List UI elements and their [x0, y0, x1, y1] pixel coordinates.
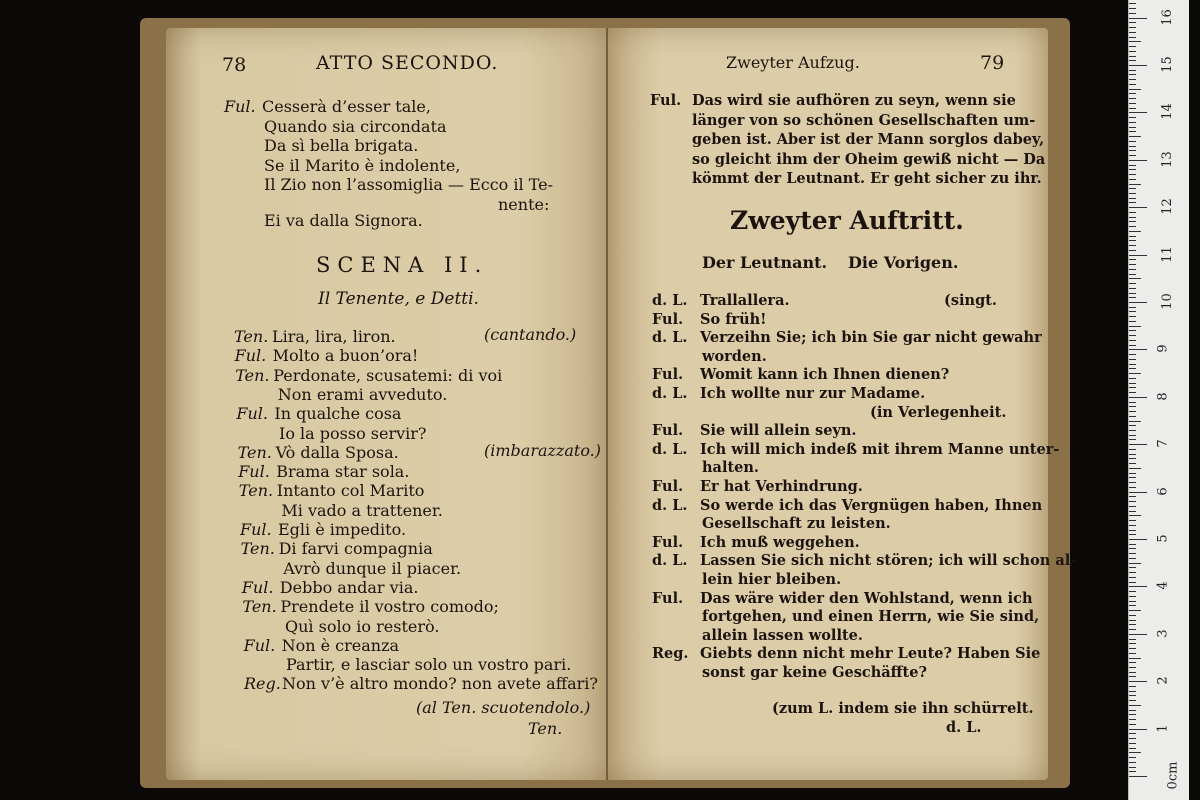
ruler-tick [1129, 482, 1136, 483]
ruler-tick [1129, 60, 1136, 61]
ruler-tick [1129, 719, 1136, 720]
ruler-tick [1129, 435, 1136, 436]
dialogue-line: Vò dalla Sposa. [275, 442, 399, 462]
dialogue-line: Partir, e lasciar solo un vostro pari. [286, 655, 572, 675]
ruler-label: 15 [1159, 56, 1175, 73]
ruler-label: 7 [1155, 439, 1171, 448]
speaker-label: Ten. [242, 597, 277, 617]
ruler-tick [1129, 648, 1136, 649]
dialogue-line: Non è creanza [281, 635, 400, 655]
ruler-tick [1129, 762, 1136, 763]
text-line: Il Zio non l’assomiglia — Ecco il Te- [264, 175, 554, 194]
right-scene-persons-1: Der Leutnant. [702, 253, 828, 272]
speaker-label: Reg. [244, 674, 281, 694]
ruler-tick [1129, 601, 1136, 602]
dialogue-line: Trallallera. [700, 292, 790, 309]
left-closing-direction: (al Ten. scuotendolo.) [416, 698, 591, 717]
speaker-label: Ful. [241, 577, 274, 597]
ruler-tick [1129, 672, 1136, 673]
ruler-tick [1129, 56, 1136, 57]
ruler-tick [1129, 345, 1136, 346]
ruler-tick [1129, 392, 1136, 393]
speaker-label: d. L. [652, 385, 688, 402]
ruler-tick [1129, 127, 1136, 128]
ruler-tick [1129, 41, 1141, 42]
stage-direction: (cantando.) [484, 325, 577, 344]
left-scene-title: SCENA II. [316, 253, 489, 277]
ruler-tick [1129, 658, 1141, 659]
dialogue-line: Di farvi compagnia [278, 539, 433, 559]
speaker-label: d. L. [652, 329, 688, 347]
ruler-tick [1129, 288, 1136, 289]
text-line: Das wird sie aufhören zu seyn, wenn sie [692, 92, 1016, 109]
ruler-tick [1129, 563, 1141, 564]
ruler-tick [1129, 473, 1136, 474]
ruler-tick [1129, 425, 1136, 426]
ruler-tick [1129, 776, 1147, 777]
ruler-label: 5 [1155, 534, 1171, 543]
dialogue-line: Womit kann ich Ihnen dienen? [700, 366, 950, 384]
dialogue-line: Debbo andar via. [279, 577, 419, 597]
ruler-label: 12 [1159, 198, 1175, 215]
ruler-tick [1129, 705, 1141, 706]
ruler-tick [1129, 131, 1136, 132]
ruler-tick [1129, 245, 1136, 246]
ruler-tick [1129, 586, 1147, 587]
dialogue-line: Lira, lira, liron. [272, 327, 396, 346]
ruler-tick [1129, 46, 1136, 47]
ruler-tick [1129, 103, 1136, 104]
ruler-tick [1129, 525, 1136, 526]
ruler-tick [1129, 520, 1136, 521]
ruler-tick [1129, 454, 1136, 455]
speaker-label: Ten. [234, 327, 269, 346]
ruler-tick [1129, 667, 1136, 668]
speaker-label: Ful. [652, 478, 684, 495]
dialogue-line: In qualche cosa [274, 404, 402, 424]
ruler-tick [1129, 269, 1136, 270]
dialogue-line: Brama star sola. [276, 462, 410, 482]
ruler-tick [1129, 316, 1136, 317]
ruler-tick [1129, 373, 1141, 374]
text-line: so gleicht ihm der Oheim gewiß nicht — Da [692, 150, 1046, 168]
text-line: geben ist. Aber ist der Mann sorglos dabey, [692, 131, 1045, 148]
ruler-tick [1129, 368, 1136, 369]
ruler-tick [1129, 302, 1147, 303]
ruler-tick [1129, 444, 1147, 445]
ruler-tick [1129, 402, 1136, 403]
ruler-tick [1129, 32, 1136, 33]
ruler-tick [1129, 615, 1136, 616]
ruler-tick [1129, 681, 1147, 682]
ruler-tick [1129, 383, 1136, 384]
speaker-label: Ful. [236, 404, 268, 424]
dialogue-line: Ich wollte nur zur Madame. [700, 385, 926, 402]
ruler-tick [1129, 169, 1136, 170]
ruler-tick [1129, 506, 1136, 507]
ruler-tick [1129, 662, 1136, 663]
speaker-label: Reg. [652, 645, 689, 663]
dialogue-line: Intanto col Marito [276, 481, 425, 501]
right-closing-direction: (zum L. indem sie ihn schürrelt. [772, 700, 1034, 717]
dialogue-line: Sie will allein seyn. [700, 422, 857, 440]
ruler-tick [1129, 515, 1141, 516]
ruler-tick [1129, 416, 1136, 417]
ruler-tick [1129, 108, 1136, 109]
speaker-label: Ten. [238, 481, 274, 501]
ruler-label: 3 [1155, 629, 1171, 638]
ruler-tick [1129, 13, 1136, 14]
ruler-tick [1129, 165, 1136, 166]
ruler-tick [1129, 511, 1136, 512]
ruler-label: 16 [1159, 8, 1175, 26]
ruler-tick [1129, 624, 1136, 625]
ruler-tick [1129, 202, 1136, 203]
ruler-tick [1129, 236, 1136, 237]
ruler-tick [1129, 98, 1136, 99]
speaker-label: Ful. [652, 310, 684, 328]
ruler-label: 9 [1155, 344, 1171, 354]
ruler-tick [1129, 767, 1136, 768]
ruler-label: 8 [1155, 392, 1171, 401]
dialogue-line: Egli è impedito. [278, 520, 407, 539]
text-line: Quando sia circondata [264, 116, 447, 136]
ruler-tick [1129, 174, 1136, 175]
text-line: kömmt der Leutnant. Er geht sicher zu ihr. [692, 170, 1042, 187]
stage-direction: (singt. [944, 292, 997, 309]
right-catchword: d. L. [946, 719, 982, 736]
ruler-label: 14 [1159, 103, 1175, 121]
dialogue-line: Avrò dunque il piacer. [283, 558, 462, 578]
text-line: Da sì bella brigata. [264, 136, 419, 155]
ruler-tick [1129, 653, 1136, 654]
left-running-head: ATTO SECONDO. [316, 52, 499, 74]
right-page-number: 79 [980, 52, 1005, 74]
dialogue-line: Lassen Sie sich nicht stören; ich will schon al- [700, 552, 1077, 570]
ruler-tick [1129, 217, 1136, 218]
ruler-tick [1129, 439, 1136, 440]
ruler-tick [1129, 278, 1141, 279]
ruler-tick [1129, 3, 1136, 4]
ruler-tick [1129, 326, 1141, 327]
speaker-label: Ful. [224, 97, 256, 116]
ruler-tick [1129, 548, 1136, 549]
dialogue-line: Er hat Verhindrung. [700, 478, 863, 495]
ruler-tick [1129, 293, 1136, 294]
ruler-tick [1129, 729, 1147, 730]
dialogue-line: Prendete il vostro comodo; [280, 597, 499, 617]
speaker-label: Ten. [240, 539, 275, 559]
ruler-tick [1129, 311, 1136, 312]
ruler-tick [1129, 354, 1136, 355]
text-line: nente: [498, 194, 550, 214]
ruler-label: 13 [1159, 151, 1175, 168]
ruler-tick [1129, 335, 1136, 336]
ruler-tick [1129, 74, 1136, 75]
ruler-tick [1129, 155, 1136, 156]
ruler-label: 1 [1155, 723, 1171, 733]
ruler-tick [1129, 340, 1136, 341]
ruler-tick [1129, 700, 1136, 701]
ruler-tick [1129, 676, 1136, 677]
ruler-tick [1129, 695, 1136, 696]
ruler-tick [1129, 724, 1136, 725]
right-running-head: Zweyter Aufzug. [726, 53, 860, 72]
ruler-label: 11 [1159, 245, 1175, 263]
text-line: länger von so schönen Gesellschaften um- [692, 111, 1036, 129]
left-page [166, 28, 606, 780]
dialogue-line: Io la posso servir? [279, 423, 427, 443]
ruler-tick [1129, 240, 1136, 241]
dialogue-line: Giebts denn nicht mehr Leute? Haben Sie [700, 645, 1041, 663]
dialogue-line: fortgehen, und einen Herrn, wie Sie sind, [702, 608, 1040, 626]
ruler-tick [1129, 553, 1136, 554]
ruler-tick [1129, 184, 1141, 185]
ruler-tick [1129, 79, 1136, 80]
ruler-tick [1129, 321, 1136, 322]
text-line: Se il Marito è indolente, [264, 155, 461, 175]
ruler-tick [1129, 283, 1136, 284]
text-line: Cesserà d’esser tale, [262, 97, 431, 116]
ruler-tick [1129, 259, 1136, 260]
dialogue-line: Perdonate, scusatemi: di voi [273, 365, 503, 385]
ruler-tick [1129, 596, 1136, 597]
ruler-tick [1129, 198, 1136, 199]
ruler-tick [1129, 330, 1136, 331]
ruler-tick [1129, 274, 1136, 275]
ruler-tick [1129, 193, 1136, 194]
ruler-tick [1129, 136, 1141, 137]
ruler-tick [1129, 748, 1136, 749]
ruler-tick [1129, 231, 1141, 232]
ruler-tick [1129, 468, 1141, 469]
left-scene-persons: Il Tenente, e Detti. [318, 289, 479, 309]
ruler-tick [1129, 146, 1136, 147]
dialogue-line: Non v’è altro mondo? non avete affari? [282, 674, 598, 694]
ruler-tick [1129, 22, 1136, 23]
right-scene-title: Zweyter Auftritt. [730, 206, 964, 235]
ruler-tick [1129, 738, 1136, 739]
ruler-tick [1129, 582, 1136, 583]
ruler-tick [1129, 70, 1136, 71]
ruler-tick [1129, 226, 1136, 227]
ruler-tick [1129, 544, 1136, 545]
ruler-tick [1129, 477, 1136, 478]
ruler-tick [1129, 534, 1136, 535]
ruler-tick [1129, 387, 1136, 388]
left-catchword: Ten. [528, 719, 563, 738]
ruler-tick [1129, 643, 1136, 644]
ruler-tick [1129, 421, 1141, 422]
ruler-tick [1129, 771, 1136, 772]
ruler-tick [1129, 150, 1136, 151]
ruler-tick [1129, 117, 1136, 118]
ruler-tick [1129, 567, 1136, 568]
open-book [140, 18, 1077, 788]
speaker-label: Ful. [243, 635, 276, 655]
ruler-tick [1129, 691, 1136, 692]
speaker-label: Ful. [650, 92, 682, 109]
dialogue-line: worden. [702, 347, 767, 365]
ruler-tick [1129, 710, 1136, 711]
text-line: Ei va dalla Signora. [264, 211, 423, 230]
ruler-tick [1129, 686, 1136, 687]
speaker-label: Ful. [238, 462, 270, 482]
dialogue-line: Ich muß weggehen. [700, 533, 860, 551]
ruler-label: 0cm [1165, 761, 1181, 790]
ruler-tick [1129, 112, 1147, 113]
ruler-tick [1129, 572, 1136, 573]
dialogue-line: sonst gar keine Geschäffte? [702, 664, 927, 681]
ruler-tick [1129, 591, 1136, 592]
speaker-label: Ful. [234, 346, 267, 366]
ruler-tick [1129, 179, 1136, 180]
ruler-tick [1129, 255, 1147, 256]
ruler-tick [1129, 501, 1136, 502]
ruler-tick [1129, 757, 1136, 758]
ruler-tick [1129, 411, 1136, 412]
right-page [608, 28, 1077, 780]
ruler-tick [1129, 37, 1136, 38]
ruler-tick [1129, 539, 1147, 540]
stage-direction: (imbarazzato.) [484, 440, 602, 460]
ruler-tick [1129, 27, 1136, 28]
speaker-label: Ful. [240, 520, 272, 539]
dialogue-line: Verzeihn Sie; ich bin Sie gar nicht gewahr [700, 329, 1042, 347]
dialogue-line: Ich will mich indeß mit ihrem Manne unter- [700, 440, 1060, 458]
ruler-tick [1129, 634, 1147, 635]
ruler-tick [1129, 714, 1136, 715]
ruler-tick [1129, 605, 1136, 606]
speaker-label: d. L. [652, 440, 688, 458]
ruler-tick [1129, 492, 1147, 493]
speaker-label: Ten. [235, 365, 270, 385]
right-scene-persons-2: Die Vorigen. [848, 253, 959, 272]
ruler-label: 10 [1159, 293, 1175, 310]
ruler-tick [1129, 141, 1136, 142]
ruler-tick [1129, 84, 1136, 85]
ruler-tick [1129, 743, 1136, 744]
ruler-tick [1129, 359, 1136, 360]
ruler-label: 6 [1155, 486, 1171, 496]
ruler-tick [1129, 629, 1136, 630]
ruler-tick [1129, 620, 1136, 621]
dialogue-line: Quì solo io resterò. [285, 616, 440, 636]
ruler-tick [1129, 207, 1147, 208]
ruler-tick [1129, 558, 1136, 559]
ruler-tick [1129, 752, 1141, 753]
left-page-number: 78 [222, 54, 247, 76]
ruler-tick [1129, 89, 1141, 90]
measurement-ruler [1128, 0, 1189, 800]
speaker-label: Ten. [237, 442, 272, 462]
ruler-tick [1129, 297, 1136, 298]
speaker-label: d. L. [652, 496, 688, 514]
dialogue-line: allein lassen wollte. [702, 626, 863, 644]
dialogue-line: (in Verlegenheit. [870, 403, 1007, 421]
dialogue-line: Molto a buon’ora! [272, 346, 419, 366]
ruler-tick [1129, 51, 1136, 52]
speaker-label: Ful. [652, 366, 684, 384]
ruler-tick [1129, 378, 1136, 379]
ruler-tick [1129, 397, 1147, 398]
dialogue-line: Non erami avveduto. [277, 384, 448, 404]
ruler-tick [1129, 250, 1136, 251]
ruler-label: 2 [1155, 676, 1171, 685]
ruler-tick [1129, 639, 1136, 640]
ruler-tick [1129, 93, 1136, 94]
speaker-label: Ful. [652, 422, 684, 440]
dialogue-line: Das wäre wider den Wohlstand, wenn ich [700, 589, 1033, 607]
ruler-tick [1129, 18, 1147, 19]
ruler-tick [1129, 188, 1136, 189]
ruler-tick [1129, 264, 1136, 265]
speaker-label: d. L. [652, 292, 688, 309]
speaker-label: Ful. [652, 533, 684, 551]
dialogue-line: Mi vado a trattener. [281, 500, 443, 520]
ruler-tick [1129, 364, 1136, 365]
ruler-tick [1129, 160, 1147, 161]
ruler-tick [1129, 458, 1136, 459]
ruler-tick [1129, 610, 1141, 611]
ruler-tick [1129, 733, 1136, 734]
ruler-tick [1129, 212, 1136, 213]
ruler-tick [1129, 221, 1136, 222]
ruler-tick [1129, 307, 1136, 308]
dialogue-line: So werde ich das Vergnügen haben, Ihnen [700, 496, 1043, 514]
dialogue-line: lein hier bleiben. [702, 571, 842, 588]
ruler-tick [1129, 65, 1147, 66]
ruler-tick [1129, 487, 1136, 488]
ruler-tick [1129, 463, 1136, 464]
dialogue-line: halten. [702, 459, 759, 477]
ruler-tick [1129, 122, 1136, 123]
ruler-tick [1129, 8, 1136, 9]
ruler-tick [1129, 530, 1136, 531]
ruler-label: 4 [1155, 581, 1171, 591]
ruler-tick [1129, 430, 1136, 431]
dialogue-line: Gesellschaft zu leisten. [702, 515, 891, 533]
ruler-tick [1129, 449, 1136, 450]
dialogue-line: So früh! [700, 310, 767, 328]
ruler-tick [1129, 349, 1147, 350]
ruler-tick [1129, 577, 1136, 578]
speaker-label: Ful. [652, 589, 684, 607]
speaker-label: d. L. [652, 552, 688, 570]
ruler-tick [1129, 406, 1136, 407]
ruler-tick [1129, 496, 1136, 497]
